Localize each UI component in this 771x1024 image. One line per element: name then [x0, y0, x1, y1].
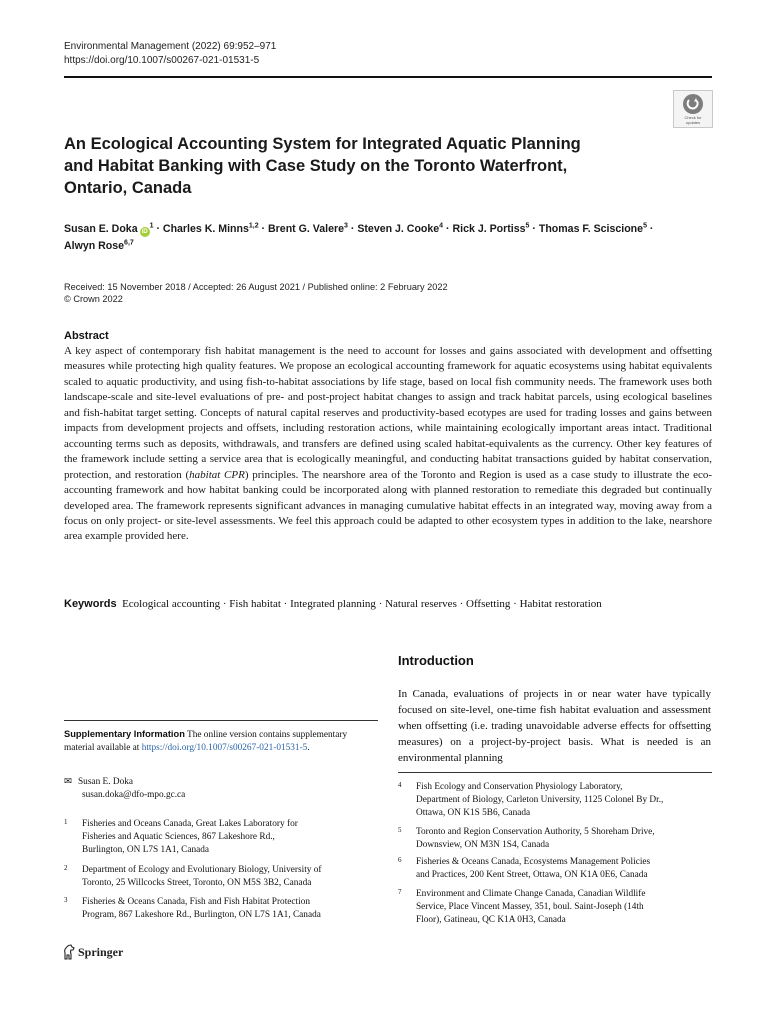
author-affiliation-sup: 6,7	[124, 239, 134, 247]
affiliation-line: Department of Biology, Carleton University, 1125 Colonel By Dr.,	[416, 794, 664, 805]
affiliation-number: 2	[64, 864, 68, 872]
affiliation-line: and Practices, 200 Kent Street, Ottawa, ON K1A 0E6, Canada	[416, 869, 648, 880]
affiliation-number: 6	[398, 856, 402, 864]
author-separator: ·	[347, 223, 358, 235]
affiliation-line: Fish Ecology and Conservation Physiology Laboratory,	[416, 782, 623, 792]
affiliation-line: Ottawa, ON K1S 5B6, Canada	[416, 807, 531, 818]
affiliation-line: Program, 867 Lakeshore Rd., Burlington, ON L7S 1A1, Canada	[82, 909, 321, 920]
author-affiliation-sup: 4	[439, 222, 444, 230]
author-name[interactable]: Susan E. Doka	[64, 223, 138, 235]
journal-citation: Environmental Management (2022) 69:952–971	[64, 41, 277, 52]
check-for-updates-badge[interactable]	[673, 90, 713, 128]
introduction-body: In Canada, evaluations of projects in or near water have typically focused on site-level, one-time fish habitat evaluation and assessment when offsetting (i.e. trading unavoidable adverse effects for offsetting measures) on a project-by-project basis. What is needed is an environmental planning	[398, 688, 711, 764]
abstract-text: A key aspect of contemporary fish habitat management is the need to account for losses and gains associated with development and offsetting measures while protecting high quality features. We propose an ecological accounting framework for aquatic ecosystems using habitat equivalents scaled to aquatic productivity, and using fish-to-habitat associations by life stage, based on local fish community needs. The framework uses both landscape-scale and site-level evaluations of pre- and post-project habitat changes to assign and track habitat parcels, using ecological baselines and fish-habitat target setting. Concepts of natural capital reserves and productivity-based ecotypes are used for trading losses and gains between impacts from development projects and offsets, including restoration actions, while maintaining ecologically important areas intact. Traditional accounting terms such as deposits, withdrawals, and transfers are defined using scaled habitat-equivalents as the currency. Other key features of the framework include setting a service area that is ecologically meaningful, and conducting habitat transactions guided by habitat conservation, protection, and restoration (	[64, 345, 712, 481]
copyright-line: © Crown 2022	[64, 294, 123, 304]
affiliation-number: 5	[398, 826, 402, 834]
affiliation-line: Fisheries and Aquatic Sciences, 867 Lakeshore Rd.,	[82, 831, 275, 842]
affiliation-number: 4	[398, 781, 402, 789]
supplementary-link[interactable]: https://doi.org/10.1007/s00267-021-01531-5	[141, 742, 308, 753]
publication-dates	[64, 281, 448, 305]
author-name[interactable]: Charles K. Minns	[162, 223, 249, 235]
keywords-text: Ecological accounting · Fish habitat · Integrated planning · Natural reserves · Offsetting · Habitat restoration	[122, 598, 602, 610]
supplementary-end: .	[307, 742, 310, 753]
author-affiliation-sup: 3	[344, 222, 348, 230]
paper-title	[64, 133, 664, 199]
badge-label-2: updates	[685, 120, 701, 125]
header-rule	[64, 76, 712, 78]
affiliation-line: Fisheries & Oceans Canada, Ecosystems Management Policies	[416, 857, 651, 867]
author-name[interactable]: Thomas F. Sciscione	[538, 223, 644, 235]
affiliation-line: Toronto and Region Conservation Authority, 5 Shoreham Drive,	[416, 827, 655, 837]
affiliation-line: Downsview, ON M3N 1S4, Canada	[416, 839, 550, 850]
author-affiliation-sup: 5	[525, 222, 530, 230]
author-separator: ·	[443, 223, 453, 235]
badge-label-1: Check for	[684, 115, 702, 120]
introduction-heading: Introduction	[398, 653, 474, 668]
abstract-heading: Abstract	[64, 330, 109, 342]
abstract-emphasis: habitat CPR	[189, 468, 245, 481]
abstract-body	[64, 344, 712, 545]
footnote-rule-left	[64, 720, 378, 721]
dates-line: Received: 15 November 2018 / Accepted: 26 August 2021 / Published online: 2 February 2022	[64, 282, 448, 292]
supplementary-text: The online version contains supplementary material available at	[64, 730, 348, 753]
correspondence-email[interactable]: susan.doka@dfo-mpo.gc.ca	[82, 790, 186, 800]
author-affiliation-sup: 1,2	[248, 222, 259, 230]
check-updates-icon	[683, 94, 703, 114]
orcid-icon[interactable]: iD	[141, 229, 148, 235]
title-line-3: Ontario, Canada	[64, 179, 192, 197]
correspondence	[64, 776, 185, 802]
author-affiliation-sup: 1	[149, 222, 154, 230]
author-name[interactable]: Brent G. Valere	[268, 223, 344, 235]
abstract-text: ) principles. The nearshore area of the Toronto and Region is used as a case study to illustrate the eco-accounting framework and how habitat banking could be incorporated along with planned restoration to remediate this degraded but continually developed area. The framework represents significant advances in managing cumulative habitat effects in an integrated way, moving away from a focus on only project- or site-level assessments. We feel this approach could be adapted to other ecosystem types in addition to the lake, nearshore area example provided here.	[64, 468, 712, 543]
author-separator: ·	[529, 223, 539, 235]
author-separator: ·	[258, 223, 269, 235]
affiliation-line: Department of Ecology and Evolutionary Biology, University of	[82, 865, 322, 875]
author-affiliation-sup: 5	[643, 222, 647, 230]
springer-wordmark: Springer	[78, 944, 124, 959]
author-name[interactable]: Steven J. Cooke	[357, 223, 440, 235]
supplementary-info	[64, 728, 364, 754]
envelope-icon: ✉	[64, 777, 72, 787]
title-line-1: An Ecological Accounting System for Integrated Aquatic Planning	[64, 135, 581, 153]
author-list	[64, 221, 724, 255]
footnote-rule-right	[398, 772, 712, 773]
affiliation-number: 3	[64, 896, 68, 904]
supplementary-label: Supplementary Information	[64, 729, 185, 739]
affiliation-line: Fisheries and Oceans Canada, Great Lakes Laboratory for	[82, 819, 298, 829]
affiliation-line: Floor), Gatineau, QC K1A 0H3, Canada	[416, 914, 566, 925]
correspondence-name: Susan E. Doka	[78, 777, 134, 787]
author-separator: ·	[646, 223, 654, 235]
affiliation-line: Service, Place Vincent Massey, 351, boul. Saint-Joseph (14th	[416, 901, 644, 912]
affiliation-line: Burlington, ON L7S 1A1, Canada	[82, 844, 210, 855]
author-separator: ·	[153, 223, 163, 235]
affiliation-number: 7	[398, 888, 402, 896]
affiliation-line: Toronto, 25 Willcocks Street, Toronto, ON M5S 3B2, Canada	[82, 877, 312, 888]
title-line-2: and Habitat Banking with Case Study on the Toronto Waterfront,	[64, 157, 568, 175]
springer-logo[interactable]	[62, 944, 123, 960]
author-name[interactable]: Alwyn Rose	[64, 240, 125, 252]
affiliation-line: Environment and Climate Change Canada, Canadian Wildlife	[416, 889, 646, 899]
keywords	[64, 597, 724, 612]
keywords-label: Keywords	[64, 598, 117, 610]
journal-header	[64, 40, 276, 68]
springer-horse-icon	[62, 944, 76, 960]
journal-doi[interactable]: https://doi.org/10.1007/s00267-021-01531-5	[64, 55, 260, 66]
affiliation-line: Fisheries & Oceans Canada, Fish and Fish Habitat Protection	[82, 897, 310, 907]
affiliation-number: 1	[64, 818, 68, 826]
author-name[interactable]: Rick J. Portiss	[452, 223, 526, 235]
